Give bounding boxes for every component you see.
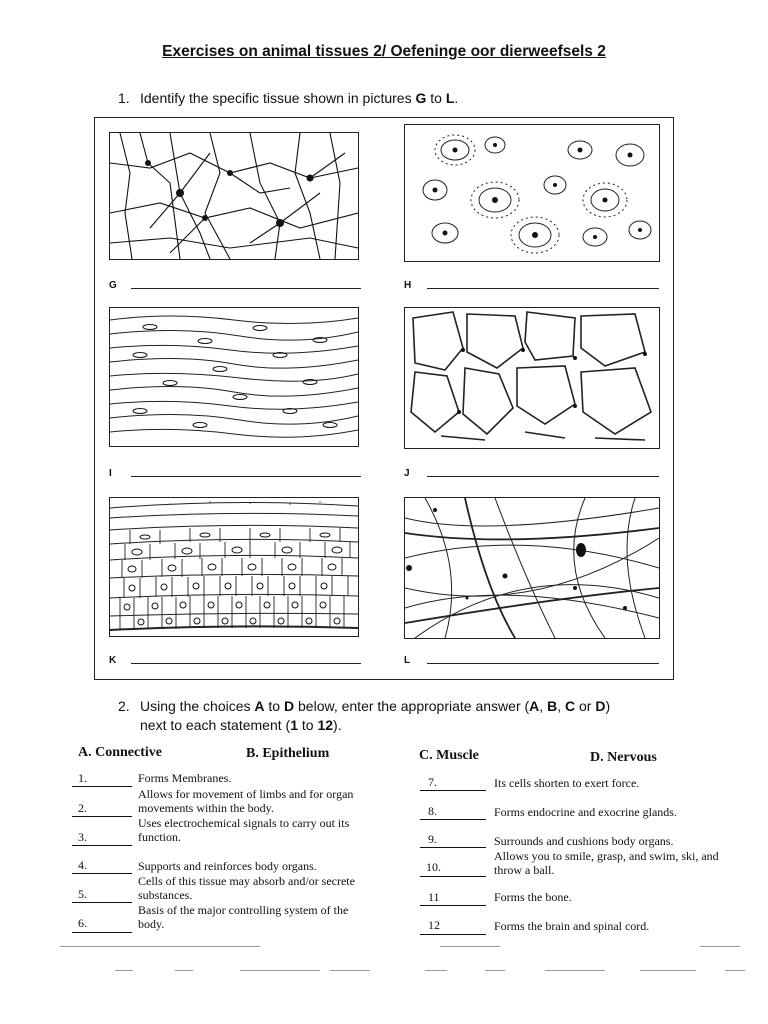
statement-number-12: 12: [428, 918, 440, 932]
answer-blank-11[interactable]: [420, 905, 486, 906]
statement-11: Forms the bone.: [494, 890, 572, 904]
statement-number-6: 6.: [78, 916, 87, 930]
statement-12: Forms the brain and spinal cord.: [494, 919, 650, 933]
statement-5: Cells of this tissue may absorb and/or secrete substances.: [138, 874, 355, 902]
statement-number-5: 5.: [78, 887, 87, 901]
scan-artifact-line: [115, 970, 133, 971]
answer-blank-1[interactable]: [72, 786, 132, 787]
answer-blank-6[interactable]: [72, 932, 132, 933]
cartilage-drawing: [405, 125, 659, 261]
answer-line-l[interactable]: [427, 663, 659, 664]
scan-artifact-line: [240, 970, 320, 971]
picture-h: [404, 124, 660, 262]
statement-number-8: 8.: [428, 804, 437, 818]
nervous-tissue-drawing: [110, 133, 358, 259]
picture-label-l: L: [404, 655, 411, 666]
scan-artifact-line: [175, 970, 193, 971]
statement-number-1: 1.: [78, 771, 87, 785]
choice-a: A. Connective: [78, 745, 162, 760]
answer-blank-8[interactable]: [420, 819, 486, 820]
loose-connective-tissue-drawing: [405, 498, 659, 638]
adipose-tissue-drawing: [405, 308, 659, 448]
stratified-epithelium-drawing: [110, 498, 358, 636]
statement-8: Forms endocrine and exocrine glands.: [494, 805, 677, 819]
statement-2: Allows for movement of limbs and for organ movements within the body.: [138, 787, 354, 815]
picture-label-g: G: [109, 280, 117, 291]
choice-b: B. Epithelium: [246, 746, 330, 761]
statement-7: Its cells shorten to exert force.: [494, 776, 640, 790]
answer-line-i[interactable]: [131, 476, 361, 477]
smooth-muscle-drawing: [110, 308, 358, 446]
choice-c: C. Muscle: [419, 748, 479, 763]
picture-label-j: J: [404, 468, 410, 479]
question-number: 1.: [118, 90, 130, 106]
answer-blank-7[interactable]: [420, 790, 486, 791]
statement-1: Forms Membranes.: [138, 771, 232, 785]
picture-label-k: K: [109, 655, 117, 666]
scan-artifact-line: [725, 970, 745, 971]
scan-artifact-line: [330, 970, 370, 971]
statement-3: Uses electrochemical signals to carry out its function.: [138, 816, 350, 844]
answer-line-h[interactable]: [427, 288, 659, 289]
statement-10: Allows you to smile, grasp, and swim, ski, and throw a ball.: [494, 849, 719, 877]
statement-number-3: 3.: [78, 830, 87, 844]
picture-label-i: I: [109, 468, 112, 479]
answer-line-k[interactable]: [131, 663, 361, 664]
answer-blank-9[interactable]: [420, 847, 486, 848]
scan-artifact-line: [60, 946, 260, 947]
question-number: 2.: [118, 698, 130, 714]
pictures-frame: [94, 117, 674, 680]
question-1: 1. Identify the specific tissue shown in pictures G to L.: [118, 90, 459, 106]
statement-number-11: 11: [428, 890, 440, 904]
answer-blank-10[interactable]: [420, 876, 486, 877]
answer-line-j[interactable]: [427, 476, 659, 477]
answer-blank-4[interactable]: [72, 873, 132, 874]
statement-number-7: 7.: [428, 775, 437, 789]
statement-9: Surrounds and cushions body organs.: [494, 834, 674, 848]
statement-4: Supports and reinforces body organs.: [138, 859, 317, 873]
answer-blank-12[interactable]: [420, 934, 486, 935]
scan-artifact-line: [440, 946, 500, 947]
question-2: 2. Using the choices A to D below, enter the appropriate answer (A, B, C or D) next to each statement (1 to 12).: [118, 698, 611, 733]
statement-number-10: 10.: [426, 860, 441, 874]
statement-number-4: 4.: [78, 858, 87, 872]
picture-l: [404, 497, 660, 639]
answer-blank-5[interactable]: [72, 902, 132, 903]
picture-label-h: H: [404, 280, 412, 291]
scan-artifact-line: [545, 970, 605, 971]
scan-artifact-line: [425, 970, 447, 971]
answer-blank-3[interactable]: [72, 845, 132, 846]
scan-artifact-line: [485, 970, 505, 971]
picture-k: [109, 497, 359, 637]
picture-g: [109, 132, 359, 260]
page-title: Exercises on animal tissues 2/ Oefeninge oor dierweefsels 2: [162, 43, 606, 60]
picture-i: [109, 307, 359, 447]
statement-6: Basis of the major controlling system of the body.: [138, 903, 349, 931]
answer-line-g[interactable]: [131, 288, 361, 289]
scan-artifact-line: [640, 970, 696, 971]
choice-d: D. Nervous: [590, 750, 657, 765]
scan-artifact-line: [700, 946, 740, 947]
picture-j: [404, 307, 660, 449]
statement-number-2: 2.: [78, 801, 87, 815]
statement-number-9: 9.: [428, 832, 437, 846]
answer-blank-2[interactable]: [72, 816, 132, 817]
